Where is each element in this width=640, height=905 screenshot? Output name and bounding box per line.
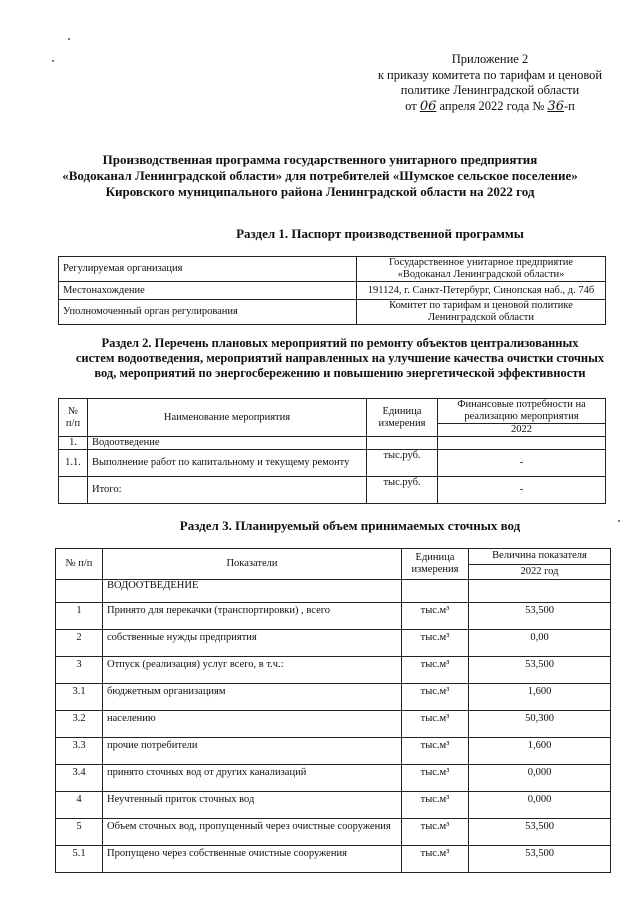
- row-indicator: населению: [103, 711, 402, 738]
- row-num: 4: [56, 792, 103, 819]
- row-value: [438, 437, 606, 450]
- appendix-order-line: к приказу комитета по тарифам и ценовой: [377, 67, 603, 82]
- scan-speck: [618, 520, 620, 522]
- table-row: [59, 437, 606, 450]
- row-indicator: Пропущено через собственные очистные сооружения: [103, 846, 402, 873]
- table-row: [56, 765, 611, 792]
- table-row: [56, 738, 611, 765]
- row-value: 53,500: [469, 819, 611, 846]
- table-row: [56, 792, 611, 819]
- row-value: 53,500: [469, 603, 611, 630]
- row-value: 50,300: [469, 711, 611, 738]
- row-unit: тыс.руб.: [367, 477, 438, 504]
- appendix-title: Приложение 2: [451, 52, 529, 66]
- row-num: 2: [56, 630, 103, 657]
- scan-speck: [68, 38, 70, 40]
- scan-speck: [52, 60, 54, 62]
- table-header-row: [59, 399, 606, 424]
- row-num: 1.1.: [59, 450, 88, 477]
- table-row: [59, 477, 606, 504]
- passport-label: Уполномоченный орган регулирования: [59, 300, 357, 325]
- row-indicator: прочие потребители: [103, 738, 402, 765]
- table-row: [59, 450, 606, 477]
- order-suffix: -п: [563, 98, 575, 113]
- row-unit: тыс.м³: [402, 792, 469, 819]
- table-row: [56, 684, 611, 711]
- passport-value-line: Ленинградской области: [428, 312, 534, 323]
- row-unit: тыс.м³: [402, 630, 469, 657]
- row-indicator: бюджетным организациям: [103, 684, 402, 711]
- appendix-committee-line: политике Ленинградской области: [400, 83, 580, 97]
- title-line-2: «Водоканал Ленинградской области» для потребителей «Шумское сельское поселение»: [62, 168, 578, 183]
- table-row: [59, 282, 606, 300]
- handwritten-day: 06: [419, 98, 437, 114]
- row-indicator: Неучтенный приток сточных вод: [103, 792, 402, 819]
- passport-value-line: «Водоканал Ленинградской области»: [397, 269, 565, 280]
- passport-value-line: Государственное унитарное предприятие: [388, 257, 574, 268]
- date-prefix: от: [405, 98, 417, 113]
- row-name: Водоотведение: [88, 437, 367, 450]
- title-line-1: Производственная программа государственного унитарного предприятия: [102, 152, 538, 167]
- row-num: 1: [56, 603, 103, 630]
- table-row: [56, 819, 611, 846]
- row-num: 3.3: [56, 738, 103, 765]
- col-unit-header: Единица измерения: [367, 399, 438, 437]
- table-row: [56, 846, 611, 873]
- section2-heading: [70, 336, 610, 381]
- passport-value: [357, 257, 606, 282]
- row-unit: тыс.м³: [402, 738, 469, 765]
- row-num: [59, 477, 88, 504]
- row-num: 3.4: [56, 765, 103, 792]
- col-year-header: 2022: [438, 424, 606, 437]
- row-value: 53,500: [469, 657, 611, 684]
- row-unit: тыс.м³: [402, 603, 469, 630]
- handwritten-number: 36: [547, 98, 564, 114]
- date-month-year: апреля 2022 года №: [439, 98, 545, 113]
- group-label: ВОДООТВЕДЕНИЕ: [103, 580, 402, 603]
- row-indicator: собственные нужды предприятия: [103, 630, 402, 657]
- table-header-row: [56, 549, 611, 565]
- row-unit: тыс.м³: [402, 819, 469, 846]
- section1-heading: Раздел 1. Паспорт производственной программы: [236, 226, 524, 241]
- row-value: 0,000: [469, 765, 611, 792]
- col-year-header: 2022 год: [469, 564, 611, 580]
- section3-heading: Раздел 3. Планируемый объем принимаемых сточных вод: [179, 518, 521, 533]
- table-row: [59, 257, 606, 282]
- table-row: [56, 630, 611, 657]
- wastewater-table: [55, 548, 611, 873]
- row-num: 5: [56, 819, 103, 846]
- row-num: 3: [56, 657, 103, 684]
- table-row: [56, 657, 611, 684]
- title-line-3: Кировского муниципального района Ленинградской области на 2022 год: [105, 184, 535, 199]
- row-indicator: Отпуск (реализация) услуг всего, в т.ч.:: [103, 657, 402, 684]
- measures-table: [58, 398, 606, 504]
- row-value: 1,600: [469, 738, 611, 765]
- passport-label: Местонахождение: [59, 282, 357, 300]
- passport-value: [357, 300, 606, 325]
- col-finance-header: Финансовые потребности на реализацию мероприятия: [438, 399, 606, 424]
- row-unit: тыс.м³: [402, 684, 469, 711]
- row-unit: тыс.м³: [402, 657, 469, 684]
- table-row: [56, 603, 611, 630]
- row-num: 3.1: [56, 684, 103, 711]
- table-group-row: [56, 580, 611, 603]
- row-value: 0,00: [469, 630, 611, 657]
- row-name: Итого:: [88, 477, 367, 504]
- row-num: 3.2: [56, 711, 103, 738]
- row-value: -: [438, 477, 606, 504]
- program-title: [40, 152, 600, 200]
- row-unit: тыс.м³: [402, 765, 469, 792]
- row-value: 0,000: [469, 792, 611, 819]
- table-row: [59, 300, 606, 325]
- row-indicator: Объем сточных вод, пропущенный через очистные сооружения: [103, 819, 402, 846]
- appendix-block: [360, 52, 620, 114]
- row-unit: тыс.руб.: [367, 450, 438, 477]
- passport-label: Регулируемая организация: [59, 257, 357, 282]
- row-unit: тыс.м³: [402, 711, 469, 738]
- col-unit-header: Единица измерения: [402, 549, 469, 580]
- row-indicator: принято сточных вод от других канализаций: [103, 765, 402, 792]
- row-value: 53,500: [469, 846, 611, 873]
- passport-table: [58, 256, 606, 325]
- section2-heading-line: Раздел 2. Перечень плановых мероприятий по ремонту объектов централизованных: [101, 336, 579, 350]
- col-indicator-header: Показатели: [103, 549, 402, 580]
- row-value: -: [438, 450, 606, 477]
- section2-heading-line: систем водоотведения, мероприятий направленных на улучшение качества очистки сточных: [75, 351, 605, 365]
- section2-heading-line: вод, мероприятий по энергосбережению и повышению энергетической эффективности: [94, 366, 586, 380]
- row-name: Выполнение работ по капитальному и текущему ремонту: [88, 450, 367, 477]
- col-name-header: Наименование мероприятия: [88, 399, 367, 437]
- passport-value-line: Комитет по тарифам и ценовой политике: [389, 300, 573, 311]
- row-unit: тыс.м³: [402, 846, 469, 873]
- passport-value: 191124, г. Санкт-Петербург, Синопская наб., д. 74б: [357, 282, 606, 300]
- row-num: 1.: [59, 437, 88, 450]
- row-value: 1,600: [469, 684, 611, 711]
- table-row: [56, 711, 611, 738]
- row-unit: [367, 437, 438, 450]
- col-num-header: № п/п: [56, 549, 103, 580]
- col-value-header: Величина показателя: [469, 549, 611, 565]
- col-num-header: № п/п: [59, 399, 88, 437]
- appendix-date-line: [360, 99, 620, 115]
- row-num: 5.1: [56, 846, 103, 873]
- row-indicator: Принято для перекачки (транспортировки) , всего: [103, 603, 402, 630]
